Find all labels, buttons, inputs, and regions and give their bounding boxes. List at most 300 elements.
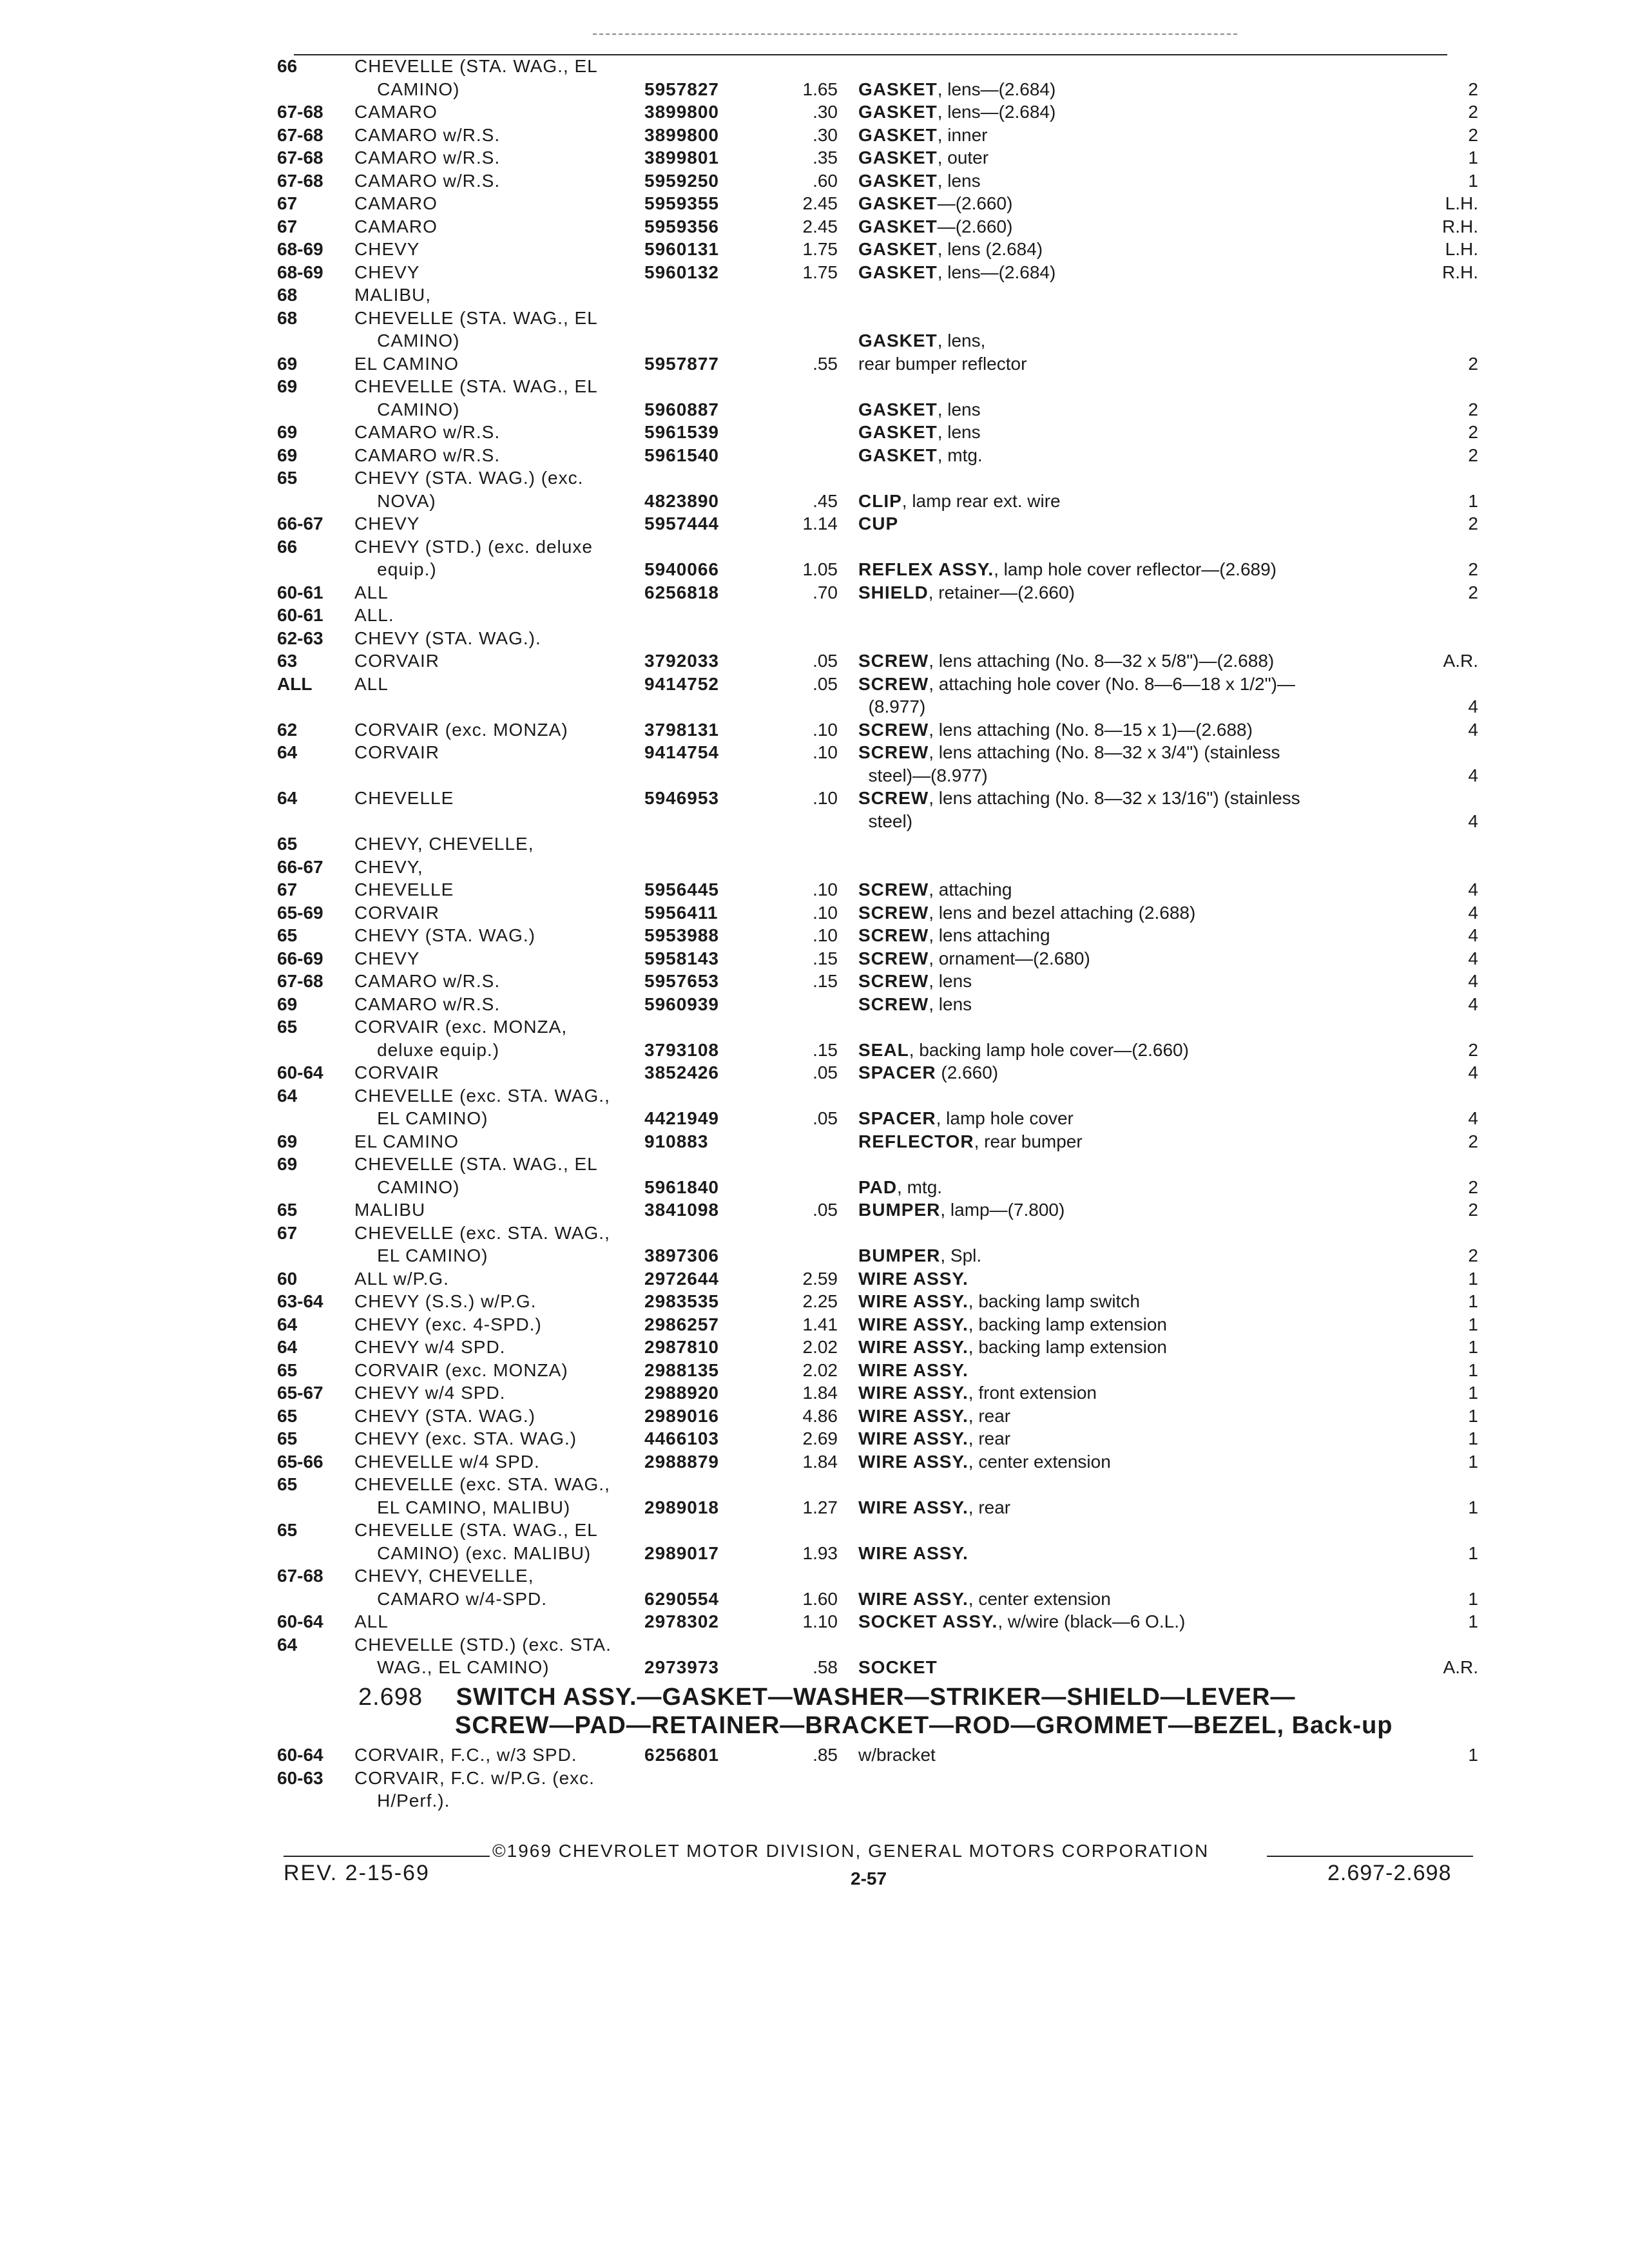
price-cell: 1.84: [802, 1383, 838, 1403]
part-number-cell: 4466103: [644, 1428, 720, 1448]
section-range: 2.697-2.698: [1327, 1861, 1452, 1885]
description-cell: SCREW, lens attaching (No. 8—15 x 1)—(2.688): [858, 719, 1253, 740]
model-cell: CHEVELLE: [354, 788, 454, 808]
model-cell: CHEVELLE (STA. WAG., EL: [354, 376, 598, 396]
model-cell: ALL: [354, 582, 389, 602]
model-cell: CHEVELLE (exc. STA. WAG.,: [354, 1222, 610, 1243]
quantity-cell: L.H.: [1445, 193, 1478, 213]
parts-row: [277, 1222, 1482, 1245]
parts-row: [277, 1198, 1482, 1222]
price-cell: .10: [813, 902, 838, 923]
model-cell: CAMARO w/R.S.: [354, 445, 501, 465]
year-cell: 66-67: [277, 514, 323, 533]
parts-row: [277, 124, 1482, 147]
parts-row: [277, 146, 1482, 169]
quantity-cell: A.R.: [1443, 651, 1478, 671]
part-number-cell: 5957877: [644, 353, 720, 374]
part-number-cell: 3852426: [644, 1062, 720, 1082]
model-cell: CAMINO): [354, 1177, 460, 1197]
price-cell: 2.45: [802, 193, 838, 213]
copyright: ©1969 CHEVROLET MOTOR DIVISION, GENERAL MOTORS CORPORATION: [492, 1841, 1210, 1861]
price-cell: 1.65: [802, 79, 838, 99]
year-cell: 62: [277, 719, 298, 740]
model-cell: CORVAIR (exc. MONZA): [354, 719, 568, 740]
parts-row: [277, 1176, 1482, 1199]
parts-row: [277, 1244, 1482, 1267]
quantity-cell: 2: [1468, 1177, 1478, 1197]
parts-row: [277, 947, 1482, 970]
year-cell: 60-64: [277, 1611, 323, 1631]
year-cell: 60-64: [277, 1745, 323, 1765]
part-number-cell: 2986257: [644, 1314, 720, 1334]
parts-row: [277, 101, 1482, 124]
top-rule-faint: [593, 34, 1237, 35]
year-cell: 67: [277, 879, 298, 899]
year-cell: 65: [277, 1360, 298, 1380]
year-cell: ALL: [277, 673, 313, 694]
part-number-cell: 4421949: [644, 1108, 720, 1128]
quantity-cell: 4: [1468, 902, 1478, 923]
model-cell: CHEVY,: [354, 856, 423, 877]
part-number-cell: 3899801: [644, 148, 720, 168]
quantity-cell: 4: [1468, 719, 1478, 740]
part-number-cell: 5961539: [644, 422, 720, 442]
model-cell: CHEVY: [354, 262, 420, 282]
part-number-cell: 9414754: [644, 742, 720, 762]
quantity-cell: 4: [1468, 994, 1478, 1014]
part-number-cell: 2987810: [644, 1337, 720, 1357]
parts-row: [277, 1039, 1482, 1062]
price-cell: .05: [813, 1062, 838, 1082]
year-cell: 60-64: [277, 1062, 323, 1082]
year-cell: 64: [277, 1337, 298, 1357]
price-cell: 1.75: [802, 262, 838, 282]
model-cell: CORVAIR, F.C. w/P.G. (exc.: [354, 1767, 595, 1788]
revision-date: REV. 2-15-69: [284, 1861, 430, 1885]
year-cell: 65: [277, 468, 298, 488]
parts-row: [277, 512, 1482, 535]
price-cell: .30: [813, 102, 838, 122]
parts-row: [277, 215, 1482, 238]
page-number: 2-57: [851, 1869, 887, 1888]
part-number-cell: 5961540: [644, 445, 720, 465]
quantity-cell: 2: [1468, 124, 1478, 145]
quantity-cell: 1: [1468, 1611, 1478, 1631]
model-cell: CAMARO w/R.S.: [354, 170, 501, 191]
model-cell: CHEVELLE: [354, 879, 454, 899]
price-cell: 2.69: [802, 1428, 838, 1448]
parts-row: [277, 1359, 1482, 1382]
description-cell: SPACER (2.660): [858, 1062, 999, 1082]
parts-row: [277, 649, 1482, 673]
year-cell: 69: [277, 376, 298, 396]
model-cell: CAMARO w/4-SPD.: [354, 1588, 548, 1609]
part-number-cell: 5940066: [644, 559, 720, 579]
year-cell: 65: [277, 925, 298, 945]
year-cell: 66-67: [277, 856, 323, 877]
model-cell: CHEVY (STA. WAG.).: [354, 628, 541, 648]
quantity-cell: 1: [1468, 1291, 1478, 1311]
part-number-cell: 2988920: [644, 1383, 720, 1403]
year-cell: 67-68: [277, 102, 323, 122]
year-cell: 60: [277, 1268, 298, 1289]
year-cell: 69: [277, 353, 298, 374]
part-number-cell: 2988879: [644, 1451, 720, 1472]
quantity-cell: 1: [1468, 1383, 1478, 1403]
price-cell: 1.93: [802, 1542, 838, 1563]
price-cell: .10: [813, 788, 838, 808]
parts-row: [277, 1130, 1482, 1153]
quantity-cell: 2: [1468, 582, 1478, 602]
parts-row: [277, 1789, 1482, 1812]
description-cell: BUMPER, Spl.: [858, 1245, 982, 1265]
model-cell: CHEVY (STA. WAG.) (exc.: [354, 468, 584, 488]
price-cell: .55: [813, 353, 838, 374]
part-number-cell: 5960131: [644, 239, 720, 259]
model-cell: CHEVY (STA. WAG.): [354, 1405, 535, 1426]
description-cell: GASKET, lens—(2.684): [858, 262, 1056, 282]
parts-row: [277, 284, 1482, 307]
parts-row: [277, 901, 1482, 925]
year-cell: 65-69: [277, 902, 323, 923]
price-cell: 2.59: [802, 1268, 838, 1289]
description-cell: WIRE ASSY.: [858, 1268, 969, 1289]
model-cell: CAMARO w/R.S.: [354, 124, 501, 145]
year-cell: 68: [277, 285, 298, 305]
model-cell: CAMINO) (exc. MALIBU): [354, 1542, 592, 1563]
model-cell: MALIBU,: [354, 285, 432, 305]
parts-row: [277, 695, 1482, 718]
year-cell: 68-69: [277, 262, 323, 282]
model-cell: EL CAMINO: [354, 1131, 459, 1151]
model-cell: CHEVY: [354, 514, 420, 533]
price-cell: .05: [813, 673, 838, 694]
price-cell: 1.84: [802, 1451, 838, 1472]
model-cell: CAMARO: [354, 102, 438, 122]
price-cell: .35: [813, 148, 838, 168]
part-number-cell: 5960132: [644, 262, 720, 282]
parts-row: [277, 1153, 1482, 1176]
parts-row: [277, 1767, 1482, 1790]
quantity-cell: 1: [1468, 1588, 1478, 1609]
year-cell: 64: [277, 742, 298, 762]
part-number-cell: 5953988: [644, 925, 720, 945]
part-number-cell: 3793108: [644, 1039, 720, 1060]
description-cell: CUP: [858, 514, 899, 533]
part-number-cell: 2988135: [644, 1360, 720, 1380]
section-header: [358, 1683, 1492, 1740]
price-cell: .05: [813, 651, 838, 671]
quantity-cell: 4: [1468, 925, 1478, 945]
price-cell: .15: [813, 948, 838, 968]
parts-row: [277, 1656, 1482, 1679]
parts-row: [277, 307, 1482, 330]
model-cell: CORVAIR: [354, 902, 439, 923]
parts-row: [277, 444, 1482, 467]
year-cell: 64: [277, 1634, 298, 1655]
model-cell: equip.): [354, 559, 437, 579]
parts-row: [277, 1381, 1482, 1405]
parts-row: [277, 627, 1482, 650]
part-number-cell: 5956445: [644, 879, 720, 899]
description-cell: SCREW, ornament—(2.680): [858, 948, 1090, 968]
part-number-cell: 5957653: [644, 971, 720, 991]
parts-row: [277, 352, 1482, 376]
part-number-cell: 3792033: [644, 651, 720, 671]
model-cell: CAMARO: [354, 193, 438, 213]
description-cell: GASKET, outer: [858, 148, 989, 168]
model-cell: CHEVELLE (STD.) (exc. STA.: [354, 1634, 612, 1655]
price-cell: 1.75: [802, 239, 838, 259]
description-cell: SOCKET ASSY., w/wire (black—6 O.L.): [858, 1611, 1186, 1631]
parts-row: [277, 832, 1482, 856]
parts-row: [277, 924, 1482, 947]
parts-row: [277, 1588, 1482, 1611]
year-cell: 64: [277, 788, 298, 808]
parts-row: [277, 78, 1482, 101]
price-cell: .58: [813, 1657, 838, 1677]
parts-row: [277, 1564, 1482, 1588]
quantity-cell: R.H.: [1442, 262, 1478, 282]
model-cell: ALL w/P.G.: [354, 1268, 449, 1289]
description-cell: GASKET—(2.660): [858, 216, 1013, 236]
part-number-cell: 5956411: [644, 902, 718, 923]
parts-row: [277, 604, 1482, 627]
description-cell: (8.977): [858, 697, 926, 716]
quantity-cell: 1: [1468, 1405, 1478, 1426]
parts-row: [277, 1473, 1482, 1496]
model-cell: EL CAMINO): [354, 1108, 488, 1128]
part-number-cell: 6256818: [644, 582, 720, 602]
year-cell: 65: [277, 1520, 298, 1540]
year-cell: 66: [277, 56, 298, 76]
description-cell: SOCKET: [858, 1657, 938, 1677]
quantity-cell: 4: [1468, 1062, 1478, 1082]
parts-row: [277, 1610, 1482, 1633]
description-cell: WIRE ASSY., rear: [858, 1405, 1011, 1426]
quantity-cell: 2: [1468, 1039, 1478, 1060]
model-cell: CHEVELLE (STA. WAG., EL: [354, 56, 598, 76]
model-cell: CAMARO w/R.S.: [354, 148, 501, 168]
description-cell: WIRE ASSY., backing lamp extension: [858, 1337, 1167, 1357]
year-cell: 67-68: [277, 170, 323, 191]
parts-row: [277, 878, 1482, 901]
model-cell: CAMARO w/R.S.: [354, 994, 501, 1014]
description-cell: steel): [858, 811, 913, 831]
price-cell: .10: [813, 879, 838, 899]
model-cell: WAG., EL CAMINO): [354, 1657, 550, 1677]
model-cell: CORVAIR, F.C., w/3 SPD.: [354, 1745, 577, 1765]
part-number-cell: 2989018: [644, 1497, 720, 1517]
year-cell: 65: [277, 1474, 298, 1494]
price-cell: .85: [813, 1745, 838, 1765]
parts-row: [277, 490, 1482, 513]
model-cell: CORVAIR (exc. MONZA,: [354, 1017, 568, 1037]
quantity-cell: L.H.: [1445, 239, 1478, 259]
price-cell: 1.60: [802, 1588, 838, 1609]
parts-row: [277, 970, 1482, 993]
part-number-cell: 2972644: [644, 1268, 720, 1289]
model-cell: CHEVY (S.S.) w/P.G.: [354, 1291, 537, 1311]
quantity-cell: 1: [1468, 1497, 1478, 1517]
quantity-cell: 2: [1468, 422, 1478, 442]
parts-row: [277, 55, 1482, 78]
year-cell: 65-67: [277, 1383, 323, 1403]
quantity-cell: 4: [1468, 971, 1478, 991]
year-cell: 67: [277, 216, 298, 236]
description-cell: CLIP, lamp rear ext. wire: [858, 490, 1061, 511]
model-cell: NOVA): [354, 490, 436, 511]
year-cell: 69: [277, 1154, 298, 1174]
description-cell: WIRE ASSY., front extension: [858, 1383, 1097, 1403]
model-cell: ALL: [354, 1611, 389, 1631]
description-cell: GASKET, lens: [858, 422, 981, 442]
year-cell: 65: [277, 1017, 298, 1037]
parts-row: [277, 466, 1482, 490]
price-cell: .10: [813, 719, 838, 740]
description-cell: GASKET—(2.660): [858, 193, 1013, 213]
description-cell: WIRE ASSY.: [858, 1542, 969, 1563]
description-cell: GASKET, mtg.: [858, 445, 983, 465]
part-number-cell: 5957444: [644, 514, 720, 533]
price-cell: 1.14: [802, 514, 838, 533]
parts-row: [277, 192, 1482, 215]
description-cell: GASKET, lens—(2.684): [858, 102, 1056, 122]
description-cell: SCREW, lens: [858, 994, 972, 1014]
year-cell: 63: [277, 651, 298, 671]
description-cell: WIRE ASSY., rear: [858, 1428, 1011, 1448]
description-cell: SCREW, lens attaching (No. 8—32 x 3/4") (stainless: [858, 742, 1280, 762]
parts-row: [277, 787, 1482, 810]
parts-row: [277, 1290, 1482, 1313]
parts-row: [277, 1107, 1482, 1130]
quantity-cell: 1: [1468, 1268, 1478, 1289]
parts-row: [277, 1542, 1482, 1565]
description-cell: GASKET, lens—(2.684): [858, 79, 1056, 99]
description-cell: GASKET, lens (2.684): [858, 239, 1043, 259]
part-number-cell: 6290554: [644, 1588, 720, 1609]
price-cell: 1.41: [802, 1314, 838, 1334]
part-number-cell: 910883: [644, 1131, 709, 1151]
price-cell: .10: [813, 742, 838, 762]
year-cell: 68-69: [277, 239, 323, 259]
price-cell: 1.10: [802, 1611, 838, 1631]
parts-row: [277, 993, 1482, 1016]
quantity-cell: R.H.: [1442, 216, 1478, 236]
quantity-cell: 2: [1468, 102, 1478, 122]
section-number: 2.698: [358, 1684, 423, 1711]
parts-row: [277, 1496, 1482, 1519]
model-cell: CORVAIR (exc. MONZA): [354, 1360, 568, 1380]
model-cell: CHEVY, CHEVELLE,: [354, 834, 534, 854]
description-cell: SCREW, lens and bezel attaching (2.688): [858, 902, 1196, 923]
footer-rule-left: [284, 1856, 490, 1857]
year-cell: 69: [277, 1131, 298, 1151]
model-cell: ALL: [354, 673, 389, 694]
quantity-cell: 1: [1468, 1542, 1478, 1563]
model-cell: CAMARO w/R.S.: [354, 971, 501, 991]
quantity-cell: 1: [1468, 1314, 1478, 1334]
year-cell: 67-68: [277, 148, 323, 168]
year-cell: 67: [277, 1222, 298, 1243]
model-cell: CHEVELLE w/4 SPD.: [354, 1451, 540, 1472]
year-cell: 65-66: [277, 1451, 323, 1472]
description-cell: WIRE ASSY., rear: [858, 1497, 1011, 1517]
parts-list-2: [277, 1744, 1482, 1812]
price-cell: 1.05: [802, 559, 838, 579]
model-cell: CHEVY: [354, 239, 420, 259]
year-cell: 62-63: [277, 628, 323, 648]
year-cell: 69: [277, 994, 298, 1014]
description-cell: GASKET, inner: [858, 124, 988, 145]
description-cell: REFLEX ASSY., lamp hole cover reflector—(2.689): [858, 559, 1277, 579]
description-cell: BUMPER, lamp—(7.800): [858, 1200, 1065, 1220]
quantity-cell: A.R.: [1443, 1657, 1478, 1677]
part-number-cell: 2978302: [644, 1611, 720, 1631]
parts-row: [277, 741, 1482, 764]
price-cell: .30: [813, 124, 838, 145]
quantity-cell: 1: [1468, 1745, 1478, 1765]
parts-row: [277, 261, 1482, 284]
parts-row: [277, 398, 1482, 421]
part-number-cell: 5961840: [644, 1177, 720, 1197]
parts-row: [277, 1633, 1482, 1657]
year-cell: 64: [277, 1085, 298, 1106]
model-cell: CHEVELLE (exc. STA. WAG.,: [354, 1085, 610, 1106]
model-cell: EL CAMINO, MALIBU): [354, 1497, 571, 1517]
parts-row: [277, 1267, 1482, 1291]
quantity-cell: 1: [1468, 1451, 1478, 1472]
quantity-cell: 4: [1468, 1108, 1478, 1128]
model-cell: CHEVY (exc. STA. WAG.): [354, 1428, 577, 1448]
parts-row: [277, 1450, 1482, 1474]
parts-row: [277, 558, 1482, 581]
parts-row: [277, 1427, 1482, 1450]
description-cell: GASKET, lens: [858, 399, 981, 419]
parts-row: [277, 169, 1482, 193]
parts-row: [277, 718, 1482, 742]
quantity-cell: 1: [1468, 1337, 1478, 1357]
model-cell: CHEVY, CHEVELLE,: [354, 1566, 534, 1586]
model-cell: CHEVELLE (exc. STA. WAG.,: [354, 1474, 610, 1494]
year-cell: 66: [277, 536, 298, 557]
footer-rule-right: [1267, 1856, 1473, 1857]
model-cell: CORVAIR: [354, 651, 439, 671]
price-cell: 2.02: [802, 1360, 838, 1380]
parts-row: [277, 1519, 1482, 1542]
year-cell: 64: [277, 1314, 298, 1334]
quantity-cell: 4: [1468, 697, 1478, 716]
description-cell: WIRE ASSY., center extension: [858, 1451, 1111, 1472]
model-cell: CHEVELLE (STA. WAG., EL: [354, 307, 598, 328]
description-cell: SPACER, lamp hole cover: [858, 1108, 1074, 1128]
description-cell: SCREW, lens attaching (No. 8—32 x 13/16") (stainless: [858, 788, 1300, 808]
model-cell: CHEVY (STA. WAG.): [354, 925, 535, 945]
description-cell: GASKET, lens,: [858, 331, 986, 351]
part-number-cell: 5960939: [644, 994, 720, 1014]
parts-row: [277, 1336, 1482, 1359]
price-cell: .45: [813, 490, 838, 511]
quantity-cell: 4: [1468, 948, 1478, 968]
price-cell: .15: [813, 971, 838, 991]
description-cell: SEAL, backing lamp hole cover—(2.660): [858, 1039, 1189, 1060]
year-cell: 65: [277, 1428, 298, 1448]
parts-row: [277, 810, 1482, 833]
year-cell: 65: [277, 1405, 298, 1426]
description-cell: SCREW, lens attaching (No. 8—32 x 5/8")—(2.688): [858, 651, 1275, 671]
year-cell: 60-61: [277, 605, 323, 625]
parts-row: [277, 1061, 1482, 1084]
